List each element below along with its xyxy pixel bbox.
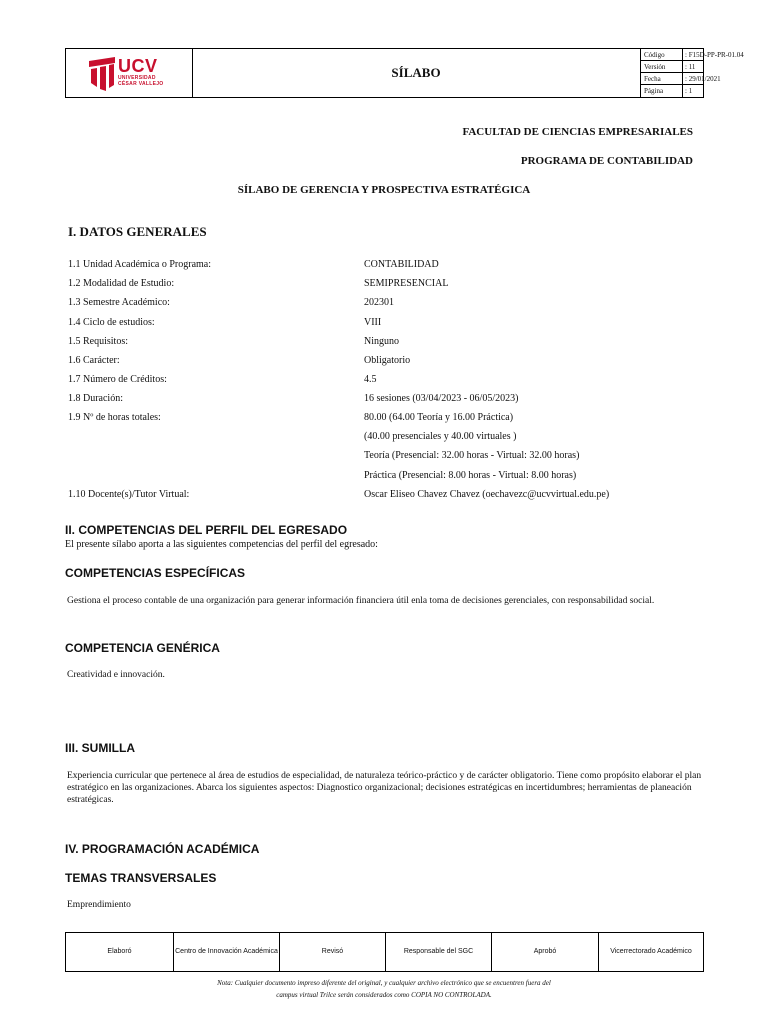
meta-value: : 29/01/2021 [685, 75, 721, 83]
meta-key: Fecha [644, 75, 661, 83]
datos-value: Obligatorio [364, 355, 411, 366]
datos-value: (40.00 presenciales y 40.00 virtuales ) [364, 431, 517, 442]
meta-key: Versión [644, 63, 666, 71]
especificas-title: COMPETENCIAS ESPECÍFICAS [65, 566, 246, 580]
datos-value: 80.00 (64.00 Teoría y 16.00 Práctica) [364, 412, 514, 423]
meta-row [641, 61, 704, 73]
ucv-logo-icon [89, 57, 115, 91]
sumilla-text: Experiencia curricular que pertenece al área de estudios de especialidad, de naturaleza teórico-práctico y de carácter obligatorio. Tiene como propósito elaborar el plan estratégico en las organizaciones. Abarca los siguientes aspectos: Diagnostico organizacional; decisiones estratégicas en incertidumbres; herramientas de planeación estratégicas. [67, 771, 702, 805]
approval-cell: Revisó [280, 933, 386, 971]
datos-label: 1.9 Nº de horas totales: [68, 412, 161, 423]
datos-label: 1.2 Modalidad de Estudio: [68, 278, 175, 289]
document-header [65, 48, 744, 98]
datos-label: 1.5 Requisitos: [68, 336, 129, 347]
datos-label: 1.10 Docente(s)/Tutor Virtual: [68, 489, 190, 500]
meta-value: : 11 [685, 63, 696, 71]
datos-value: 16 sesiones (03/04/2023 - 06/05/2023) [364, 393, 519, 404]
meta-row [641, 73, 721, 85]
especificas-text: Gestiona el proceso contable de una organización para generar información financiera útil enla toma de decisiones gerenciales, con responsabilidad social. [67, 596, 655, 606]
datos-label: 1.6 Carácter: [68, 355, 120, 366]
datos-label: 1.1 Unidad Académica o Programa: [68, 259, 212, 270]
course-title: SÍLABO DE GERENCIA Y PROSPECTIVA ESTRATÉGICA [237, 184, 531, 196]
datos-value: SEMIPRESENCIAL [364, 278, 449, 289]
datos-value: CONTABILIDAD [364, 259, 439, 270]
logo-cell [66, 49, 193, 97]
document-meta [641, 49, 744, 97]
approval-table [65, 932, 704, 972]
meta-value: : 1 [685, 87, 693, 95]
generica-text: Creatividad e innovación. [67, 670, 165, 680]
datos-value: Teoría (Presencial: 32.00 horas - Virtual: 32.00 horas) [364, 450, 580, 461]
temas-text: Emprendimiento [67, 900, 131, 910]
logo-subtitle-1: UNIVERSIDAD [118, 75, 156, 81]
datos-label: 1.3 Semestre Académico: [68, 297, 170, 308]
temas-title: TEMAS TRANSVERSALES [65, 871, 217, 885]
document-title: SÍLABO [192, 49, 641, 97]
competencias-intro: El presente sílabo aporta a las siguientes competencias del perfil del egresado: [65, 539, 378, 550]
datos-label: 1.4 Ciclo de estudios: [68, 317, 155, 328]
datos-value: Práctica (Presencial: 8.00 horas - Virtual: 8.00 horas) [364, 470, 577, 481]
meta-row [641, 49, 744, 61]
meta-row [641, 85, 704, 97]
section-programacion-title: IV. PROGRAMACIÓN ACADÉMICA [65, 842, 260, 856]
meta-key: Código [644, 51, 665, 59]
section-sumilla-title: III. SUMILLA [65, 741, 135, 755]
meta-key: Página [644, 87, 664, 95]
faculty-title: FACULTAD DE CIENCIAS EMPRESARIALES [462, 126, 693, 138]
logo-name: UCV [118, 56, 158, 76]
footer-note-line: campus virtual Trilce serán considerados como COPIA NO CONTROLADA. [276, 991, 492, 999]
logo-text [118, 57, 163, 87]
footer-note [150, 977, 618, 1001]
approval-cell: Elaboró [66, 933, 174, 971]
section-competencias-title: II. COMPETENCIAS DEL PERFIL DEL EGRESADO [65, 523, 348, 537]
meta-value: : F15D-PP-PR-01.04 [685, 51, 744, 59]
datos-label: 1.7 Número de Créditos: [68, 374, 167, 385]
approval-cell: Aprobó [492, 933, 599, 971]
section-datos-title: I. DATOS GENERALES [68, 224, 207, 239]
datos-value: Ninguno [364, 336, 399, 347]
program-title: PROGRAMA DE CONTABILIDAD [520, 155, 693, 167]
approval-cell: Centro de Innovación Académica [174, 933, 280, 971]
footer-note-line: Nota: Cualquier documento impreso diferente del original, y cualquier archivo electrónico que se encuentren fuera del [217, 979, 551, 987]
datos-value: Oscar Eliseo Chavez Chavez (oechavezc@ucvvirtual.edu.pe) [364, 489, 610, 500]
approval-cell: Vicerrectorado Académico [610, 948, 692, 955]
approval-cell: Responsable del SGC [386, 933, 492, 971]
datos-value: 4.5 [364, 374, 377, 385]
datos-value: 202301 [364, 297, 394, 308]
generica-title: COMPETENCIA GENÉRICA [65, 641, 220, 655]
logo-subtitle-2: CÉSAR VALLEJO [118, 81, 164, 87]
datos-label: 1.8 Duración: [68, 393, 123, 404]
datos-value: VIII [364, 317, 382, 328]
